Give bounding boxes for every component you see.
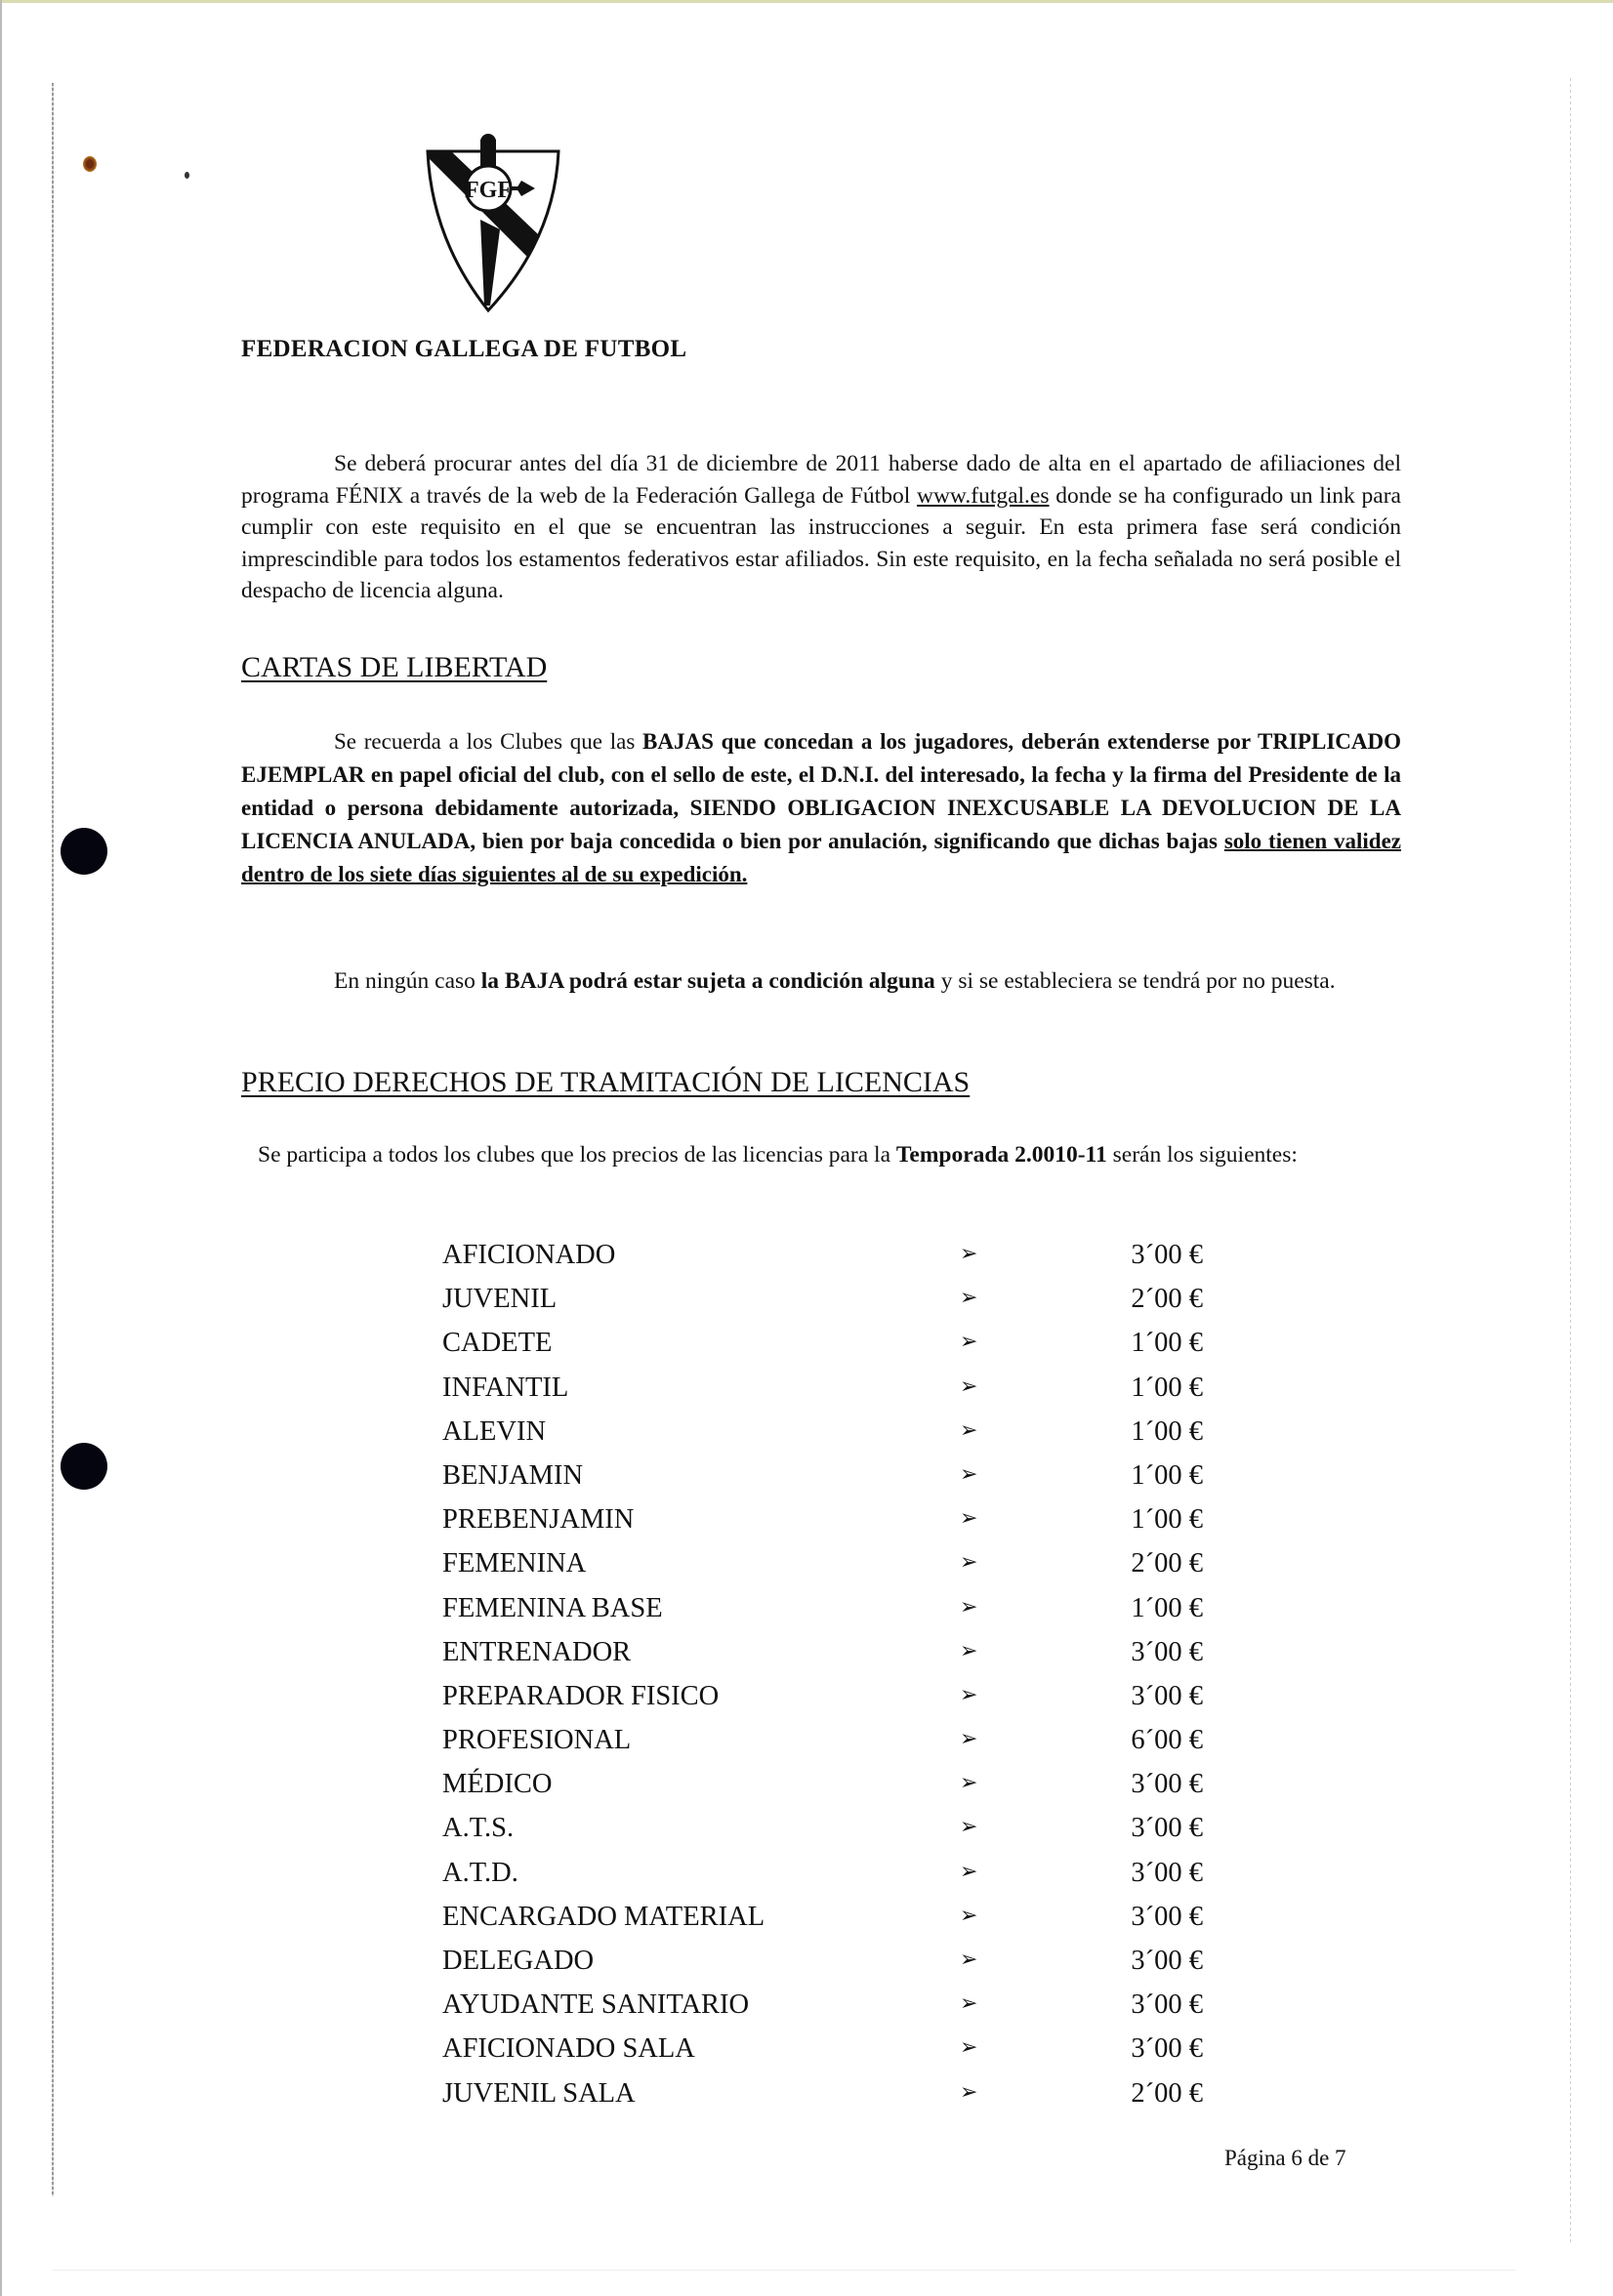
baja-text-bold: la BAJA podrá estar sujeta a condición alguna (480, 968, 935, 994)
baja-condition-paragraph (241, 964, 1401, 998)
license-category: AFICIONADO SALA (442, 2033, 695, 2065)
license-price: 3´00 € (1131, 1901, 1203, 1932)
license-category: CADETE (442, 1328, 553, 1359)
section-heading-cartas: CARTAS DE LIBERTAD (241, 651, 548, 683)
arrow-bullet-icon: ➢ (960, 1374, 978, 1399)
license-price: 6´00 € (1131, 1725, 1203, 1756)
license-category: FEMENINA (442, 1548, 587, 1579)
license-category: INFANTIL (442, 1372, 569, 1403)
arrow-bullet-icon: ➢ (960, 2079, 978, 2105)
price-row (442, 1769, 1223, 1813)
section-heading-precios: PRECIO DERECHOS DE TRAMITACIÓN DE LICENCIAS (241, 1066, 971, 1098)
arrow-bullet-icon: ➢ (960, 1991, 978, 2017)
license-price: 1´00 € (1131, 1459, 1203, 1491)
price-row (442, 1593, 1223, 1637)
license-category: AYUDANTE SANITARIO (442, 1989, 750, 2021)
license-price: 3´00 € (1131, 2033, 1203, 2065)
license-category: FEMENINA BASE (442, 1592, 663, 1623)
arrow-bullet-icon: ➢ (960, 1682, 978, 1707)
federation-shield-logo (422, 132, 568, 317)
intro-text-continued: donde se ha configurado un link para cumplir con este requisito en el que se encuentran las instrucciones a seguir. En esta primera fase será condición imprescindible para todos los estamentos federativos estar afiliados. Sin este requisito, en la fecha señalada no será posible el despacho de licencia alguna. (241, 482, 1401, 603)
price-row (442, 1504, 1223, 1548)
arrow-bullet-icon: ➢ (960, 1815, 978, 1840)
license-category: ALEVIN (442, 1415, 547, 1447)
punch-hole-icon (61, 1443, 107, 1490)
license-category: A.T.D. (442, 1857, 518, 1888)
license-category: ENTRENADOR (442, 1636, 632, 1667)
license-price: 3´00 € (1131, 1813, 1203, 1844)
license-category: AFICIONADO (442, 1240, 616, 1270)
license-price: 3´00 € (1131, 1989, 1203, 2021)
arrow-bullet-icon: ➢ (960, 1286, 978, 1311)
license-price: 2´00 € (1131, 1284, 1203, 1315)
license-price: 3´00 € (1131, 1769, 1203, 1800)
organization-name: FEDERACION GALLEGA DE FUTBOL (241, 336, 687, 362)
arrow-bullet-icon: ➢ (960, 1242, 978, 1266)
intro-paragraph (241, 448, 1401, 607)
scan-speck-small (185, 172, 189, 179)
license-price: 3´00 € (1131, 1680, 1203, 1711)
scan-top-edge (0, 0, 1613, 3)
futgal-link[interactable]: www.futgal.es (916, 482, 1050, 509)
cartas-bold-text: BAJAS que concedan a los jugadores, deberán extenderse por TRIPLICADO EJEMPLAR en papel oficial del club, con el sello de este, el D.N.I. del interesado, la fecha y la firma del Presidente de la entidad o persona debidamente autorizada, SIENDO OBLIGACION INEXCUSABLE LA DEVOLUCION DE LA LICENCIA ANULADA, bien por baja concedida o bien por anulación, significando que dichas bajas (241, 729, 1401, 853)
temporada-label: Temporada 2.0010-11 (895, 1142, 1107, 1168)
arrow-bullet-icon: ➢ (960, 1727, 978, 1752)
arrow-bullet-icon: ➢ (960, 1506, 978, 1532)
right-margin-line (1570, 78, 1571, 2245)
arrow-bullet-icon: ➢ (960, 1948, 978, 1972)
license-category: PREPARADOR FISICO (442, 1680, 720, 1711)
price-row (442, 1637, 1223, 1681)
cartas-underlined-text: solo tienen validez dentro de los siete días siguientes al de su expedición. (241, 829, 1401, 886)
bottom-margin-line (52, 2270, 1516, 2271)
price-row (442, 1548, 1223, 1592)
arrow-bullet-icon: ➢ (960, 1771, 978, 1796)
price-row (442, 1989, 1223, 2033)
license-price-list (442, 1240, 1223, 2122)
license-category: BENJAMIN (442, 1459, 584, 1491)
arrow-bullet-icon: ➢ (960, 1461, 978, 1487)
license-category: MÉDICO (442, 1769, 553, 1800)
license-price: 1´00 € (1131, 1504, 1203, 1536)
precios-intro-paragraph (241, 1138, 1401, 1171)
license-price: 2´00 € (1131, 2077, 1203, 2109)
arrow-bullet-icon: ➢ (960, 1859, 978, 1884)
license-category: JUVENIL (442, 1284, 558, 1315)
license-price: 3´00 € (1131, 1636, 1203, 1667)
precios-intro-end: serán los siguientes: (1106, 1142, 1298, 1168)
intro-text: Se deberá procurar antes del día 31 de diciembre de 2011 haberse dado de alta en el apartado de afiliaciones del programa FÉNIX a través de la web de la Federación Gallega de Fútbol (241, 451, 1401, 509)
license-price: 3´00 € (1131, 1946, 1203, 1976)
baja-text-start: En ningún caso (334, 968, 481, 994)
license-price: 1´00 € (1131, 1372, 1203, 1403)
arrow-bullet-icon: ➢ (960, 1417, 978, 1443)
baja-text-end: y si se estableciera se tendrá por no puesta. (934, 968, 1336, 994)
price-row (442, 1328, 1223, 1372)
arrow-bullet-icon: ➢ (960, 1330, 978, 1355)
left-margin-line (52, 83, 54, 2196)
price-row (442, 1725, 1223, 1769)
price-row (442, 1284, 1223, 1328)
license-category: ENCARGADO MATERIAL (442, 1901, 765, 1932)
license-category: JUVENIL SALA (442, 2077, 636, 2109)
price-row (442, 1240, 1223, 1284)
punch-hole-icon (61, 828, 107, 875)
license-category: PROFESIONAL (442, 1725, 632, 1756)
price-row (442, 1373, 1223, 1416)
license-category: DELEGADO (442, 1946, 595, 1976)
license-price: 3´00 € (1131, 1240, 1203, 1270)
license-price: 1´00 € (1131, 1328, 1203, 1359)
cartas-paragraph (241, 725, 1401, 891)
license-price: 3´00 € (1131, 1857, 1203, 1888)
price-row (442, 1858, 1223, 1902)
price-row (442, 1946, 1223, 1989)
price-row (442, 2033, 1223, 2077)
price-row (442, 1416, 1223, 1460)
logo-monogram: FGF (465, 178, 512, 203)
price-row (442, 1813, 1223, 1857)
license-category: PREBENJAMIN (442, 1504, 635, 1536)
price-row (442, 2078, 1223, 2122)
page-number: Página 6 de 7 (1224, 2146, 1346, 2170)
arrow-bullet-icon: ➢ (960, 1594, 978, 1620)
license-category: A.T.S. (442, 1813, 515, 1844)
scan-speck (83, 156, 97, 172)
arrow-bullet-icon: ➢ (960, 1903, 978, 1928)
license-price: 1´00 € (1131, 1592, 1203, 1623)
arrow-bullet-icon: ➢ (960, 1550, 978, 1576)
arrow-bullet-icon: ➢ (960, 1638, 978, 1663)
price-row (442, 1681, 1223, 1725)
license-price: 1´00 € (1131, 1415, 1203, 1447)
cartas-intro-text: Se recuerda a los Clubes que las (334, 729, 643, 754)
license-price: 2´00 € (1131, 1548, 1203, 1579)
precios-intro-start: Se participa a todos los clubes que los precios de las licencias para la (258, 1142, 896, 1168)
price-row (442, 1902, 1223, 1946)
arrow-bullet-icon: ➢ (960, 2035, 978, 2061)
scan-left-edge (0, 0, 2, 2296)
price-row (442, 1460, 1223, 1504)
